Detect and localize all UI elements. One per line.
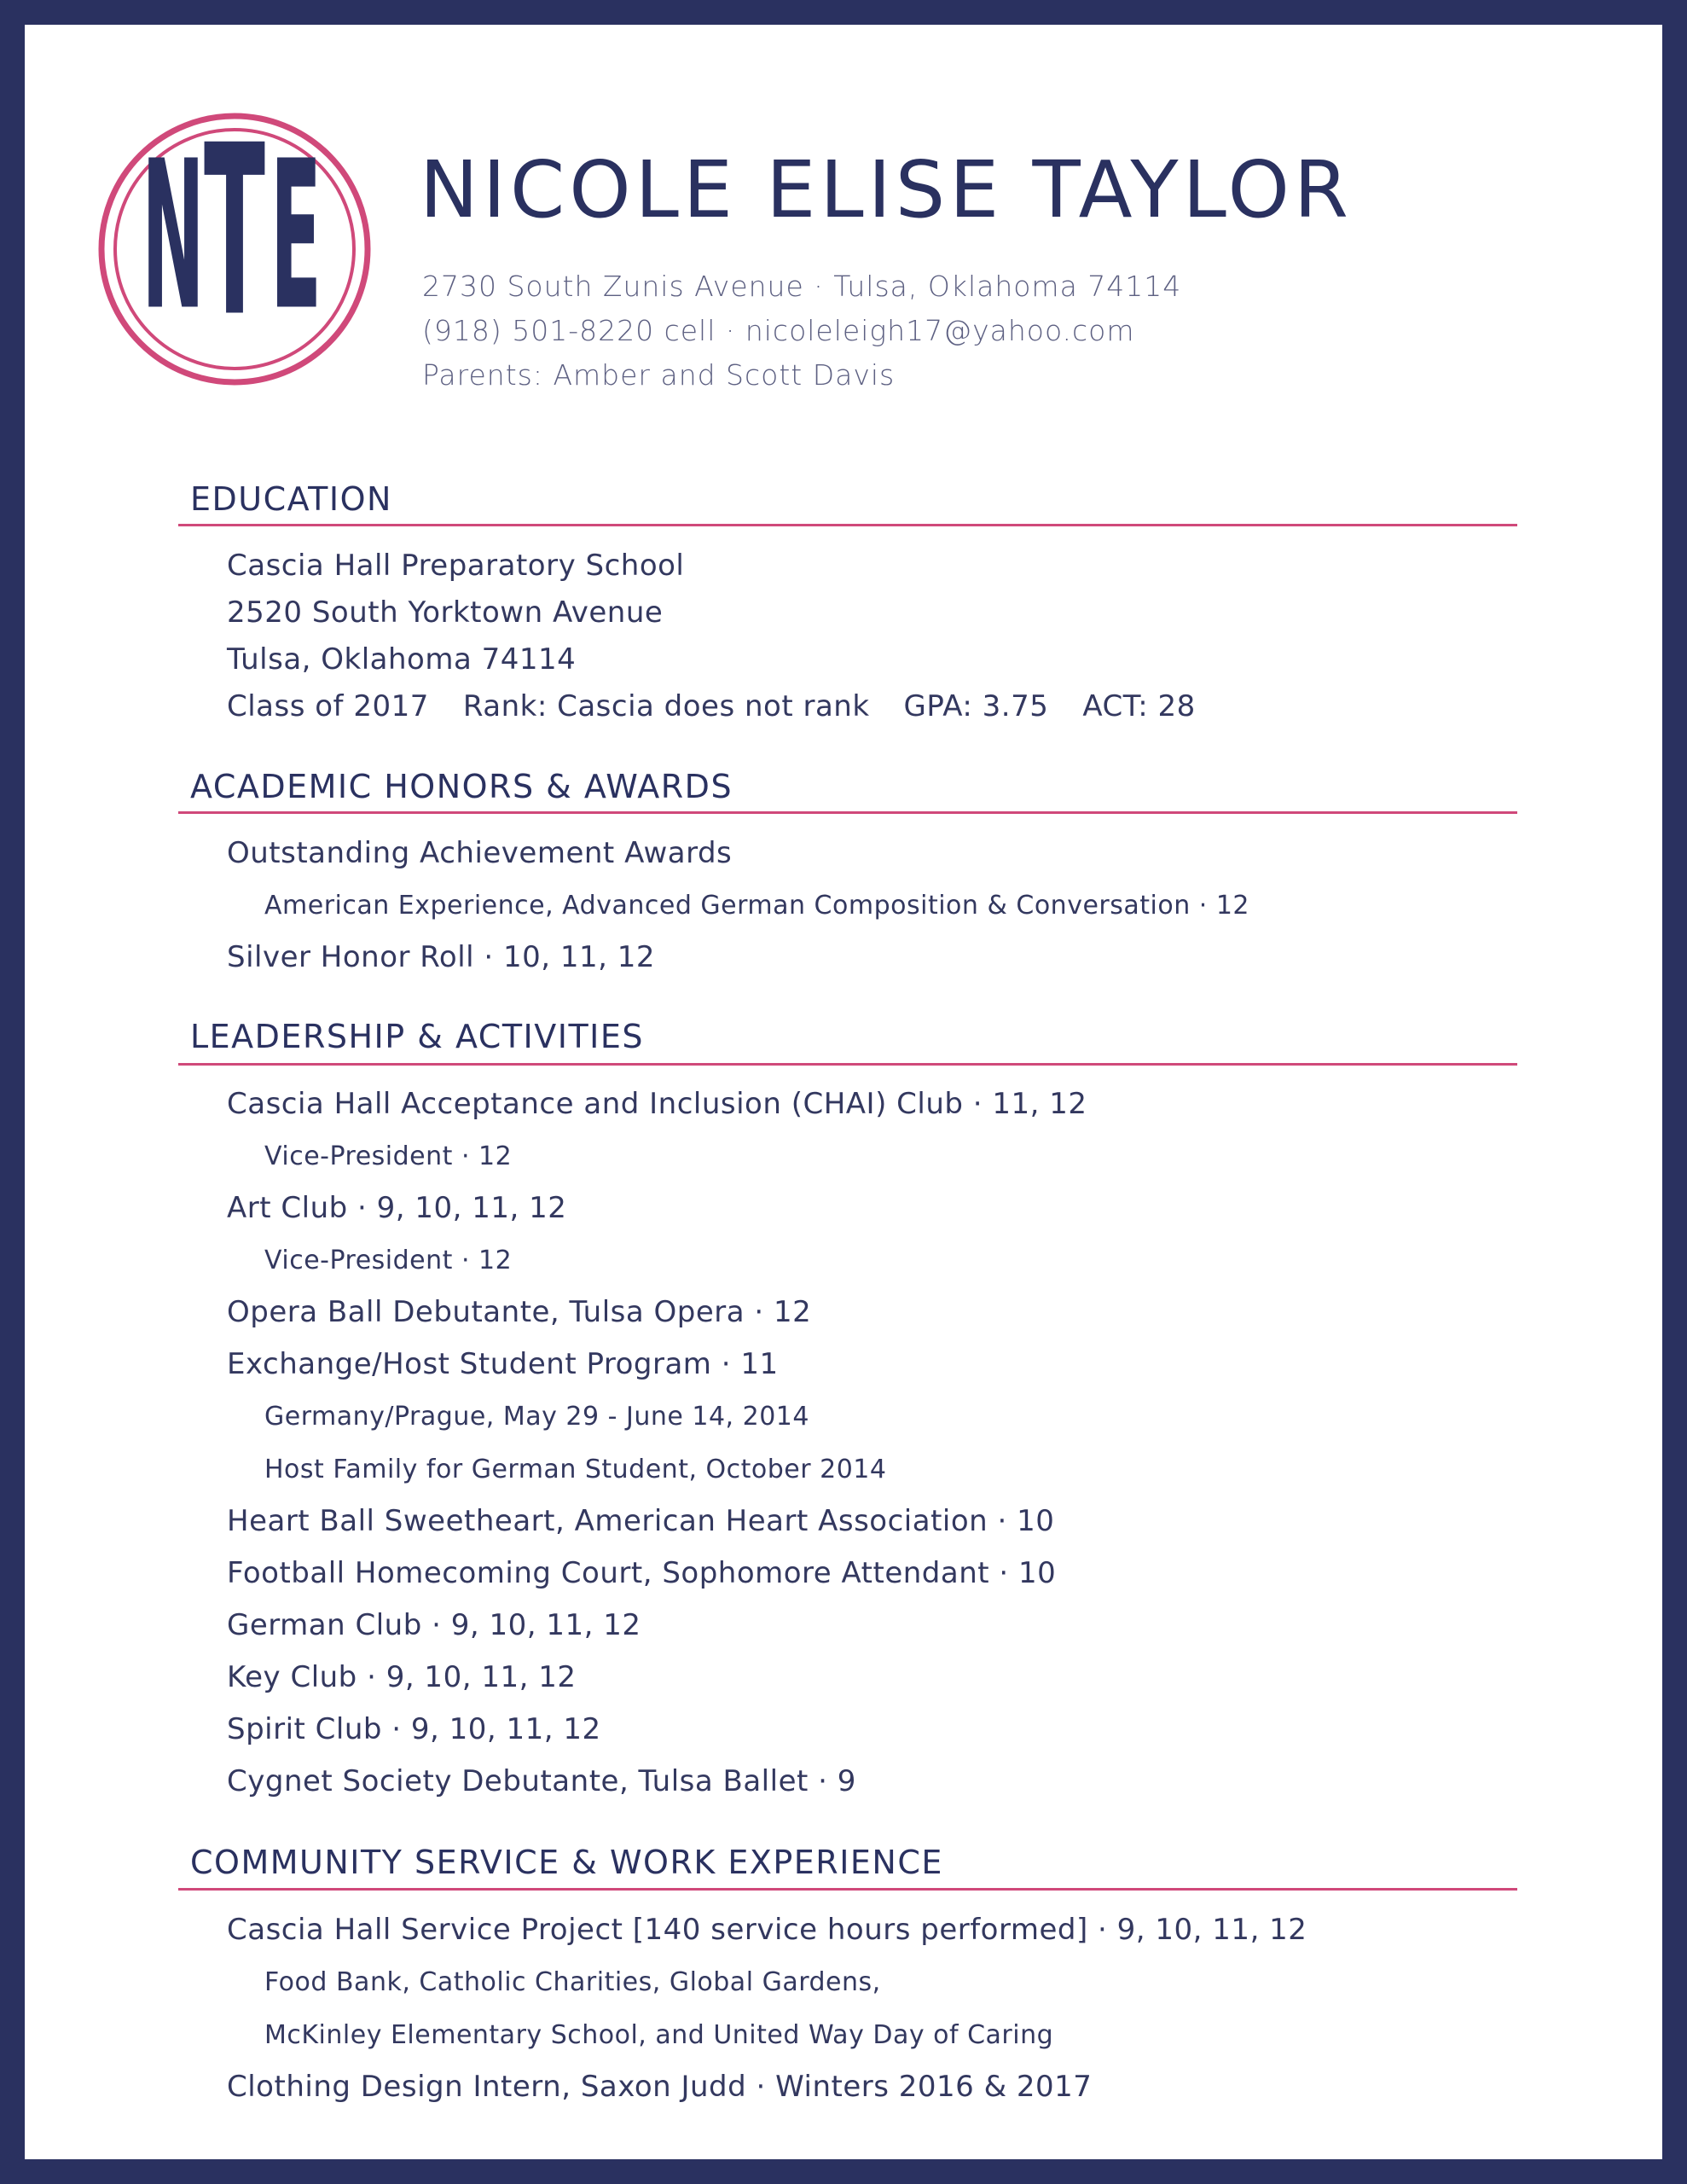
list-subitem: Host Family for German Student, October 2014 <box>264 1455 887 1484</box>
school-street: 2520 South Yorktown Avenue <box>227 595 664 630</box>
section-title-honors: ACADEMIC HONORS & AWARDS <box>190 768 733 805</box>
list-item: Cascia Hall Acceptance and Inclusion (CHAI) Club · 11, 12 <box>227 1087 1087 1121</box>
list-item: German Club · 9, 10, 11, 12 <box>227 1608 641 1642</box>
academic-stats <box>227 689 1196 723</box>
home-address: 2730 South Zunis Avenue · Tulsa, Oklahoma 74114 <box>422 270 1182 303</box>
list-item: Key Club · 9, 10, 11, 12 <box>227 1660 577 1694</box>
gpa: GPA: 3.75 <box>903 689 1049 723</box>
list-item: Cygnet Society Debutante, Tulsa Ballet · 9 <box>227 1764 856 1798</box>
class-rank: Rank: Cascia does not rank <box>462 689 870 723</box>
class-of: Class of 2017 <box>227 689 429 723</box>
list-item: Clothing Design Intern, Saxon Judd · Winters 2016 & 2017 <box>227 2070 1093 2104</box>
phone-email: (918) 501-8220 cell · nicoleleigh17@yahoo.com <box>422 314 1135 347</box>
list-item: Football Homecoming Court, Sophomore Attendant · 10 <box>227 1556 1057 1590</box>
section-title-leadership: LEADERSHIP & ACTIVITIES <box>190 1018 644 1055</box>
monogram-logo <box>98 113 371 386</box>
monogram-graphic <box>98 113 371 386</box>
list-subitem: McKinley Elementary School, and United Way Day of Caring <box>264 2020 1054 2050</box>
act-score: ACT: 28 <box>1082 689 1196 723</box>
list-item: Cascia Hall Service Project [140 service hours performed] · 9, 10, 11, 12 <box>227 1913 1307 1947</box>
list-item: Art Club · 9, 10, 11, 12 <box>227 1191 567 1225</box>
list-subitem: Food Bank, Catholic Charities, Global Gardens, <box>264 1967 881 1997</box>
section-title-education: EDUCATION <box>190 480 392 518</box>
parents-line: Parents: Amber and Scott Davis <box>422 358 896 392</box>
school-city: Tulsa, Oklahoma 74114 <box>227 642 577 677</box>
list-item: Spirit Club · 9, 10, 11, 12 <box>227 1712 601 1746</box>
section-divider <box>178 1063 1517 1066</box>
monogram-letter-right: E <box>270 116 322 356</box>
monogram-letter-center: T <box>204 113 265 369</box>
list-item: Silver Honor Roll · 10, 11, 12 <box>227 940 656 974</box>
section-divider <box>178 1888 1517 1891</box>
list-item: Outstanding Achievement Awards <box>227 836 733 870</box>
list-subitem: Vice-President · 12 <box>264 1246 513 1275</box>
section-title-community: COMMUNITY SERVICE & WORK EXPERIENCE <box>190 1844 943 1881</box>
list-item: Opera Ball Debutante, Tulsa Opera · 12 <box>227 1295 812 1329</box>
list-subitem: American Experience, Advanced German Composition & Conversation · 12 <box>264 891 1250 921</box>
full-name-heading: NICOLE ELISE TAYLOR <box>420 144 1353 235</box>
section-divider <box>178 811 1517 814</box>
school-name: Cascia Hall Preparatory School <box>227 549 685 583</box>
list-subitem: Vice-President · 12 <box>264 1141 513 1171</box>
list-item: Exchange/Host Student Program · 11 <box>227 1347 779 1381</box>
list-subitem: Germany/Prague, May 29 - June 14, 2014 <box>264 1402 809 1432</box>
monogram-letter-left: N <box>142 116 205 356</box>
list-item: Heart Ball Sweetheart, American Heart Association · 10 <box>227 1504 1055 1538</box>
section-divider <box>178 524 1517 526</box>
